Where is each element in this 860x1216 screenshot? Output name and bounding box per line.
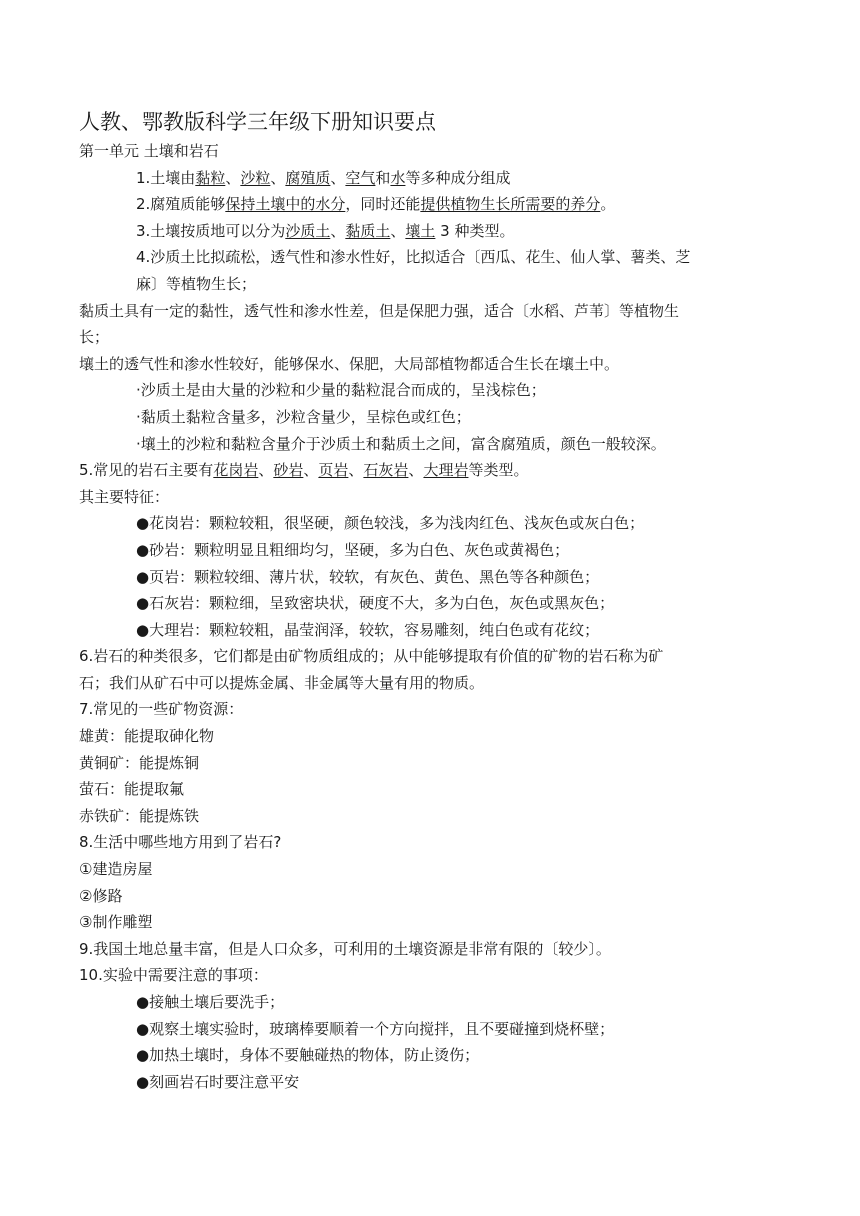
point-3: 3.土壤按质地可以分为沙质土、黏质土、壤土 3 种类型。 (136, 221, 515, 240)
point-5: 5.常见的岩石主要有花岗岩、砂岩、页岩、石灰岩、大理岩等类型。 (79, 461, 529, 480)
precaution-item: ●加热土壤时，身体不要触碰热的物体，防止烫伤； (136, 1046, 480, 1065)
point-6-line-2: 石；我们从矿石中可以提炼金属、非金属等大量有用的物质。 (79, 673, 485, 692)
features-label: 其主要特征： (79, 487, 170, 506)
rock-use-item: ①建造房屋 (79, 860, 153, 879)
rock-feature-item: ●大理岩：颗粒较粗，晶莹润泽，较软，容易雕刻，纯白色或有花纹； (136, 620, 600, 639)
rock-feature-item: ●砂岩：颗粒明显且粗细均匀，坚硬，多为白色、灰色或黄褐色； (136, 540, 570, 559)
point-9: 9.我国土地总量丰富，但是人口众多，可利用的土壤资源是非常有限的〔较少〕。 (79, 939, 611, 958)
point-1: 1.土壤由黏粒、沙粒、腐殖质、空气和水等多种成分组成 (136, 168, 511, 187)
precaution-item: ●观察土壤实验时，玻璃棒要顺着一个方向搅拌，且不要碰撞到烧杯壁； (136, 1019, 615, 1038)
point-8: 8.生活中哪些地方用到了岩石? (79, 833, 282, 852)
point-6-line-1: 6.岩石的种类很多，它们都是由矿物质组成的；从中能够提取有价值的矿物的岩石称为矿 (79, 647, 664, 666)
rock-feature-item: ●页岩：颗粒较细、薄片状，较软，有灰色、黄色、黑色等各种颜色； (136, 567, 600, 586)
document-page (79, 108, 789, 1095)
rock-use-item: ③制作雕塑 (79, 913, 153, 932)
point-4-line-4: 长； (79, 328, 110, 347)
point-4-line-5: 壤土的透气性和渗水性较好，能够保水、保肥，大局部植物都适合生长在壤土中。 (79, 354, 620, 373)
point-4-line-3: 黏质土具有一定的黏性，透气性和渗水性差，但是保肥力强，适合〔水稻、芦苇〕等植物生 (79, 301, 680, 320)
precaution-item: ●刻画岩石时要注意平安 (136, 1072, 300, 1091)
unit-heading: 第一单元 土壤和岩石 (79, 142, 219, 160)
rock-feature-item: ●石灰岩：颗粒细，呈致密块状，硬度不大，多为白色，灰色或黑灰色； (136, 594, 615, 613)
point-4-line-1: 4.沙质土比拟疏松，透气性和渗水性好，比拟适合〔西瓜、花生、仙人掌、薯类、芝 (136, 248, 691, 267)
document-title: 人教、鄂教版科学三年级下册知识要点 (79, 110, 436, 134)
mineral-item: 赤铁矿：能提炼铁 (79, 806, 200, 825)
rock-feature-item: ●花岗岩：颗粒较粗，很坚硬，颜色较浅，多为浅肉红色、浅灰色或灰白色； (136, 514, 645, 533)
mineral-item: 萤石：能提取氟 (79, 780, 185, 799)
mineral-item: 雄黄：能提取砷化物 (79, 727, 215, 746)
soil-note: ·壤土的沙粒和黏粒含量介于沙质土和黏质土之间，富含腐殖质，颜色一般较深。 (136, 434, 666, 453)
point-10: 10.实验中需要注意的事项： (79, 966, 268, 985)
soil-note: ·沙质土是由大量的沙粒和少量的黏粒混合而成的，呈浅棕色； (136, 381, 546, 400)
mineral-item: 黄铜矿：能提炼铜 (79, 753, 200, 772)
point-2: 2.腐殖质能够保持土壤中的水分，同时还能提供植物生长所需要的养分。 (136, 195, 616, 214)
rock-use-item: ②修路 (79, 886, 123, 905)
point-4-line-2: 麻〕等植物生长； (136, 274, 257, 293)
point-7: 7.常见的一些矿物资源： (79, 700, 244, 719)
precaution-item: ●接触土壤后要洗手； (136, 993, 285, 1011)
soil-note: ·黏质土黏粒含量多，沙粒含量少，呈棕色或红色； (136, 407, 471, 426)
